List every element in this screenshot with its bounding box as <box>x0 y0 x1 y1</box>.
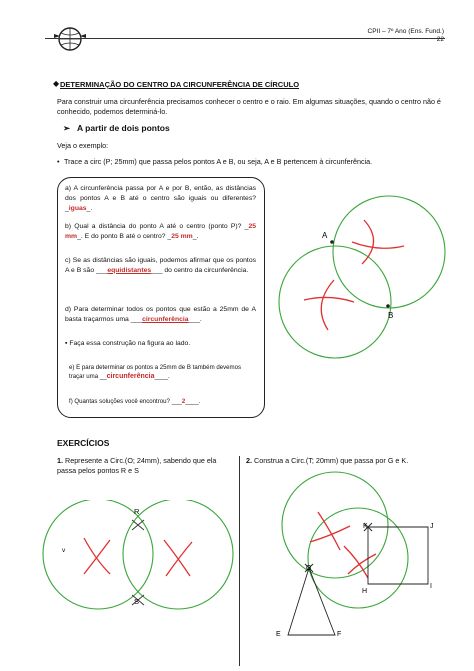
intro-paragraph: Para construir uma circunferência precisamos conhecer o centro e o raio. Em algumas situações, quando o centro não é conhecido, podemos determiná-lo. <box>57 97 441 116</box>
exercise-1-figure <box>40 500 240 660</box>
arc-lower-2 <box>304 297 354 302</box>
label-j: J <box>430 523 434 530</box>
question-d <box>65 305 256 325</box>
arrow-bullet-icon: ➢ <box>63 123 71 133</box>
exercise-2-number: 2. <box>246 456 252 465</box>
answer-f: 2 <box>181 398 186 405</box>
arc-upper-1 <box>362 220 374 264</box>
note-bullet-icon: ▪ <box>65 340 70 347</box>
question-c <box>65 256 256 276</box>
label-h: H <box>362 588 368 595</box>
construction-note <box>65 339 256 349</box>
label-r: R <box>134 507 140 516</box>
label-v: v <box>62 547 66 554</box>
school-logo <box>52 26 88 52</box>
subsection-title: A partir de dois pontos <box>77 123 170 133</box>
exercise-1-number: 1. <box>57 456 63 465</box>
question-e <box>69 363 254 381</box>
question-b-mid: _. E do ponto B até o centro? _ <box>77 232 172 240</box>
question-c-text: c) Se as distâncias são iguais, podemos afirmar que os pontos A e B são ___ <box>65 257 256 274</box>
ex2-circle-upper <box>282 472 388 578</box>
circle-b <box>279 246 394 358</box>
exercise-1-statement: Represente a Circ.(O; 24mm), sabendo que ela passa pelos pontos R e S <box>57 456 217 475</box>
ex2-circle-lower <box>308 508 408 608</box>
answer-a: iguas <box>68 204 87 212</box>
answer-c: equidistantes <box>107 266 152 274</box>
question-f <box>69 397 254 406</box>
note-text: Faça essa construção na figura ao lado. <box>69 340 191 347</box>
ex1-arc-right-1 <box>164 540 190 576</box>
question-e-text: e) E para determinar os pontos a 25mm de B também devemos traçar uma __ <box>69 364 242 380</box>
label-i: I <box>430 583 432 590</box>
ex2-arc-2 <box>310 526 350 542</box>
ex2-rectangle <box>368 527 428 584</box>
page-number: 22 <box>436 36 444 43</box>
header-school: CPII – 7º Ano (Ens. Fund.) <box>367 28 444 35</box>
exercise-2-statement: Construa a Circ.(T; 20mm) que passa por G e K. <box>254 456 409 465</box>
label-g: G <box>306 565 312 572</box>
label-f: F <box>337 631 342 638</box>
example-figure <box>264 180 464 380</box>
task-text: Trace a circ (P; 25mm) que passa pelos pontos A e B, ou seja, A e B pertencem à circunferência. <box>64 157 373 166</box>
label-b: B <box>388 311 394 320</box>
circle-a <box>333 196 445 308</box>
arc-lower-1 <box>321 280 334 330</box>
question-d-end: ___. <box>188 315 202 323</box>
question-e-end: ____. <box>154 373 170 380</box>
label-a: A <box>322 231 328 240</box>
label-s: S <box>134 597 140 606</box>
question-a <box>65 184 256 213</box>
label-k: K <box>363 523 368 530</box>
answer-b2: 25 mm <box>171 232 193 240</box>
question-a-end: _. <box>86 204 93 212</box>
ex1-mark-r <box>132 520 144 530</box>
section-title: DETERMINAÇÃO DO CENTRO DA CIRCUNFERÊNCIA DE CÍRCULO <box>60 80 300 89</box>
question-c-end: ___ do centro da circunferência. <box>151 266 249 274</box>
question-a-text: a) A circunferência passa por A e por B, então, as distâncias dos pontos A e B até o centro são iguais ou diferentes? _ <box>65 185 256 212</box>
question-f-text: f) Quantas soluções você encontrou? ___ <box>69 398 182 405</box>
header-info <box>368 28 444 44</box>
exercise-1-text <box>57 456 233 476</box>
point-a <box>330 240 334 244</box>
exercise-2-text <box>246 456 451 466</box>
exercises-heading: EXERCÍCIOS <box>57 438 110 448</box>
point-b <box>386 304 390 308</box>
example-label: Veja o exemplo: <box>57 141 109 150</box>
question-b <box>65 222 256 242</box>
exercise-2-figure <box>240 470 470 670</box>
answer-b1: 25 mm <box>65 223 256 240</box>
question-f-end: ____. <box>185 398 201 405</box>
answer-e: circunferência <box>106 373 155 380</box>
diamond-bullet-icon: ◆ <box>53 79 60 88</box>
answer-d: circunferência <box>142 315 189 323</box>
arc-upper-2 <box>352 242 404 248</box>
question-b-end: _. <box>192 232 199 240</box>
ex1-circle-right <box>123 500 233 609</box>
bullet-icon: • <box>57 157 60 166</box>
question-d-text: d) Para determinar todos os pontos que estão a 25mm de A basta traçarmos uma ___ <box>65 306 256 323</box>
question-b-text: b) Qual a distância do ponto A até o centro (ponto P)? _ <box>65 223 249 230</box>
ex1-circle-left <box>43 500 153 609</box>
label-e: E <box>276 631 281 638</box>
